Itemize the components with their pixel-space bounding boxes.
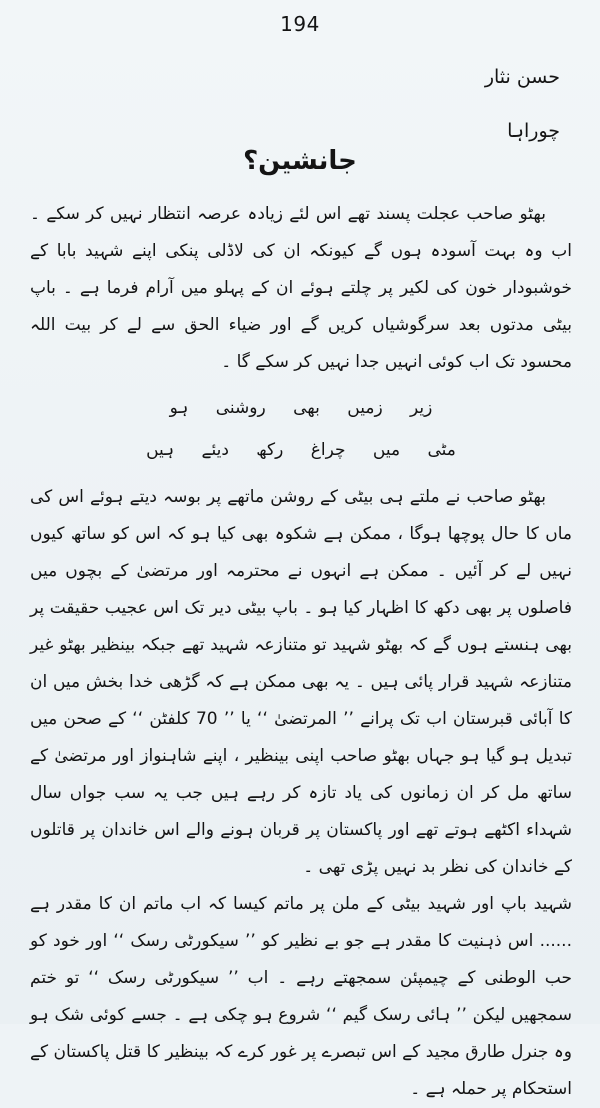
- author-name: حسن نثار: [484, 66, 560, 88]
- page-number: 194: [280, 12, 320, 36]
- poem-couplet: [30, 387, 572, 471]
- paragraph-3: شہید باپ اور شہید بیٹی کے ملن پر ماتم کیسا کہ اب ماتم ان کا مقدر ہے ...... اس ذہنیت کا مقدر ہے جو بے نظیر کو ’’ سیکورٹی رسک ‘‘ اور خود کو حب الوطنی کے چیمپئن سمجھتے رہے ۔ اب ’’ سیکورٹی رسک ‘‘ تو ختم سمجھیں لیکن ’’ ہائی رسک گیم ‘‘ شروع ہو چکی ہے ۔ جسے کوئی شک ہو وہ جنرل طارق مجید کے اس تبصرے پر غور کرے کہ بینظیر کا قتل پاکستان کے استحکام پر حملہ ہے ۔: [30, 894, 572, 1099]
- paragraph-1: بھٹو صاحب عجلت پسند تھے اس لئے زیادہ عرصہ انتظار نہیں کر سکے ۔ اب وہ بہت آسودہ ہوں گے کیونکہ ان کی لاڈلی پنکی اپنے شہید بابا کے خوشبودار خون کی لکیر پر چلتے ہوئے ان کے پہلو میں آرام فرما ہے ۔ باپ بیٹی مدتوں بعد سرگوشیاں کریں گے اور ضیاء الحق سے لے کر بیت اللہ محسود تک اب کوئی انہیں جدا نہیں کر سکے گا ۔: [30, 204, 572, 372]
- poem-line-1: زیر زمیں بھی روشنی ہو: [169, 398, 433, 418]
- page-header: [485, 62, 560, 146]
- chapter-title: جانشین؟: [243, 146, 357, 176]
- poem-line-2: مٹی میں چراغ رکھ دیئے ہیں: [146, 440, 456, 460]
- article-body: [30, 196, 572, 1108]
- book-title: چوراہا: [507, 120, 560, 142]
- paragraph-2: بھٹو صاحب نے ملتے ہی بیٹی کے روشن ماتھے پر بوسہ دیتے ہوئے اس کی ماں کا حال پوچھا ہوگا ، ممکن ہے شکوہ بھی کیا ہو کہ اس کو ساتھ کیوں نہیں لے کر آئیں ۔ ممکن ہے انہوں نے محترمہ اور مرتضیٰ کے بچوں میں فاصلوں پر بھی دکھ کا اظہار کیا ہو ۔ باپ بیٹی دیر تک اس عجیب حقیقت پر بھی ہنستے ہوں گے کہ بھٹو شہید تو متنازعہ شہید تھے جبکہ بینظیر بھٹو غیر متنازعہ شہید قرار پائی ہیں ۔ یہ بھی ممکن ہے کہ گڑھی خدا بخش میں ان کا آبائی قبرستان اب تک پرانے ’’ المرتضیٰ ‘‘ یا ’’ 70 کلفٹن ‘‘ کے صحن میں تبدیل ہو گیا ہو جہاں بھٹو صاحب اپنی بینظیر ، اپنے شاہنواز اور مرتضیٰ کے ساتھ مل کر ان زمانوں کی یاد تازہ کر رہے ہیں جب یہ سب جواں سال شہداء اکٹھے ہوتے تھے اور پاکستان پر قربان ہونے والے اس خاندان پر قاتلوں کے خاندان کی نظر بد نہیں پڑی تھی ۔: [30, 487, 572, 877]
